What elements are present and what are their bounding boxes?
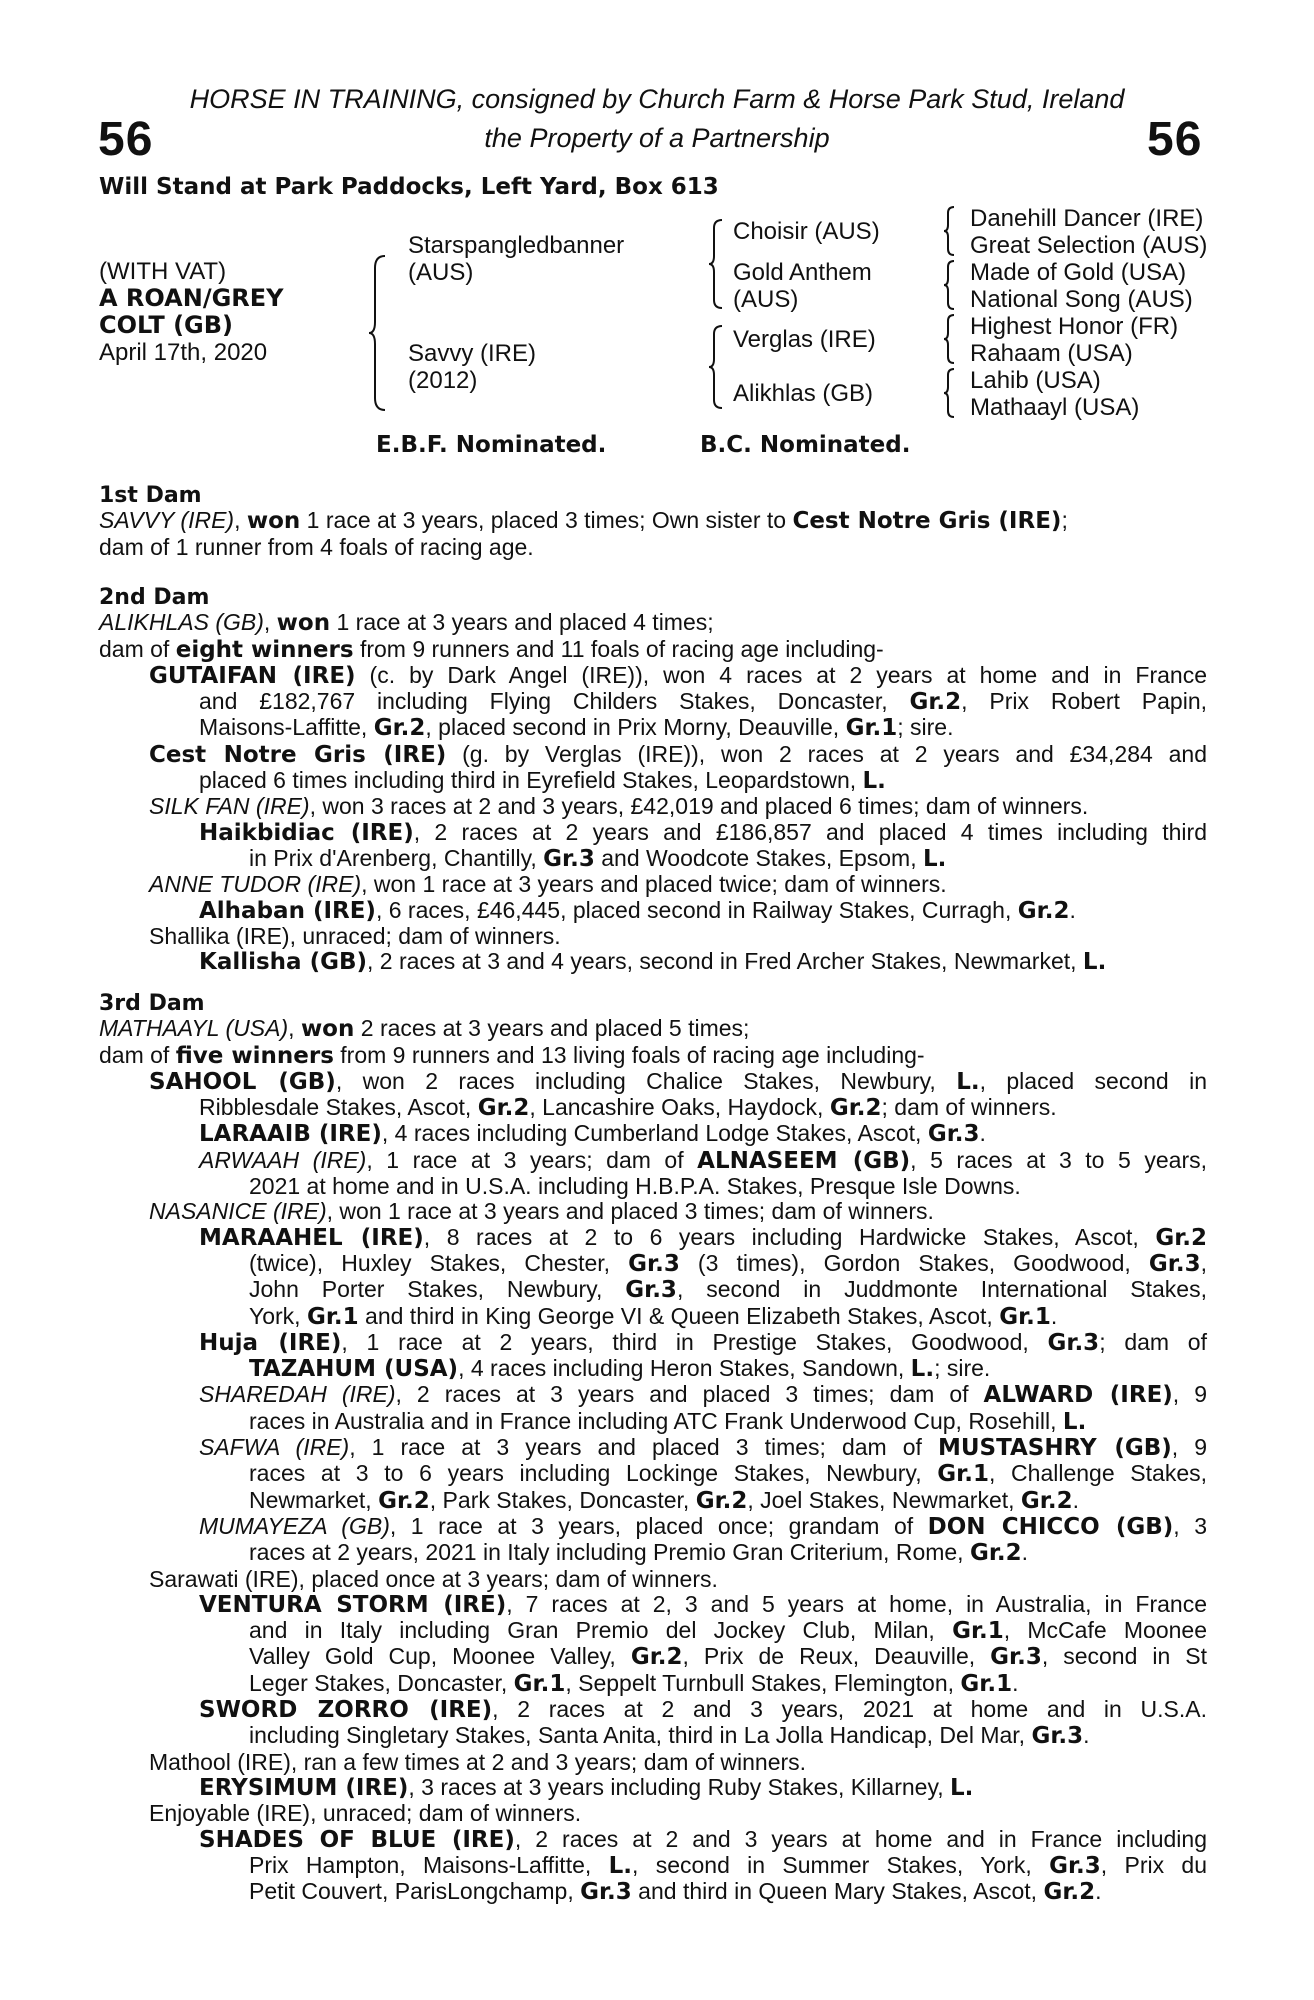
header-subtitle: the Property of a Partnership	[484, 123, 830, 153]
third-dam-line: Ribblesdale Stakes, Ascot, Gr.2, Lancashire Oaks, Haydock, Gr.2; dam of winners.	[199, 1094, 1057, 1122]
foaling-date: April 17th, 2020	[99, 339, 268, 366]
pedigree-brace-dam	[707, 324, 725, 410]
sire-dam-line2: (AUS)	[733, 286, 799, 313]
grandsire-7: Lahib (USA)	[970, 367, 1101, 394]
third-dam-line: SWORD ZORRO (IRE), 2 races at 2 and 3 years, 2021 at home and in U.S.A.	[199, 1696, 1207, 1724]
second-dam-line: GUTAIFAN (IRE) (c. by Dark Angel (IRE)), won 4 races at 2 years at home and in France	[149, 661, 1207, 689]
header-title: HORSE IN TRAINING, consigned by Church Farm & Horse Park Stud, Ireland	[189, 84, 1125, 114]
third-dam-line: MUMAYEZA (GB), 1 race at 3 years, placed once; grandam of DON CHICCO (GB), 3	[199, 1512, 1207, 1540]
second-dam-heading: 2nd Dam	[99, 585, 210, 610]
bc-nominated: B.C. Nominated.	[700, 432, 911, 458]
third-dam-line: VENTURA STORM (IRE), 7 races at 2, 3 and 5 years at home, in Australia, in France	[199, 1590, 1207, 1618]
ebf-nominated: E.B.F. Nominated.	[376, 432, 607, 458]
grandsire-2: Great Selection (AUS)	[970, 232, 1208, 259]
second-dam-line: Shallika (IRE), unraced; dam of winners.	[149, 922, 561, 949]
third-dam-line: races at 3 to 6 years including Lockinge Stakes, Newbury, Gr.1, Challenge Stakes,	[249, 1460, 1208, 1488]
third-dam-line: Valley Gold Cup, Moonee Valley, Gr.2, Prix de Reux, Deauville, Gr.3, second in St	[249, 1643, 1207, 1671]
third-dam-line: Newmarket, Gr.2, Park Stakes, Doncaster, Gr.2, Joel Stakes, Newmarket, Gr.2.	[249, 1486, 1079, 1514]
third-dam-line: Leger Stakes, Doncaster, Gr.1, Seppelt Turnbull Stakes, Flemington, Gr.1.	[249, 1669, 1019, 1697]
sire-name-line2: (AUS)	[408, 259, 474, 286]
second-dam-line: Cest Notre Gris (IRE) (g. by Verglas (IRE)), won 2 races at 2 years and £34,284 and	[149, 740, 1207, 768]
third-dam-line: races at 2 years, 2021 in Italy including Premio Gran Criterium, Rome, Gr.2.	[249, 1539, 1029, 1567]
pedigree-brace-g2	[942, 259, 956, 311]
third-dam-line: York, Gr.1 and third in King George VI & Queen Elizabeth Stakes, Ascot, Gr.1.	[249, 1302, 1058, 1330]
grandsire-6: Rahaam (USA)	[970, 340, 1133, 367]
third-dam-line: Huja (IRE), 1 race at 2 years, third in Prestige Stakes, Goodwood, Gr.3; dam of	[199, 1328, 1207, 1356]
grandsire-8: Mathaayl (USA)	[970, 394, 1140, 421]
dam-name-line1: Savvy (IRE)	[408, 340, 537, 367]
sire-name-line1: Starspangledbanner	[408, 232, 625, 259]
second-dam-line: placed 6 times including third in Eyrefield Stakes, Leopardstown, L.	[199, 767, 886, 795]
third-dam-line: Enjoyable (IRE), unraced; dam of winners.	[149, 1800, 582, 1827]
grandsire-5: Highest Honor (FR)	[970, 313, 1179, 340]
lot-number-right: 56	[1147, 113, 1203, 166]
third-dam-line: and in Italy including Gran Premio del Jockey Club, Milan, Gr.1, McCafe Moonee	[249, 1617, 1208, 1645]
dam-sire: Verglas (IRE)	[733, 326, 876, 353]
vat-note: (WITH VAT)	[99, 258, 227, 285]
third-dam-line: dam of five winners from 9 runners and 13 living foals of racing age including-	[99, 1041, 925, 1069]
grandsire-1: Danehill Dancer (IRE)	[970, 205, 1204, 232]
second-dam-section	[99, 585, 1207, 975]
pedigree-brace-sire	[707, 218, 725, 310]
dam-name-line2: (2012)	[408, 367, 478, 394]
third-dam-line: SAHOOL (GB), won 2 races including Chalice Stakes, Newbury, L., placed second in	[149, 1067, 1207, 1095]
lot-number-left: 56	[98, 113, 154, 166]
third-dam-line: 2021 at home and in U.S.A. including H.B.P.A. Stakes, Presque Isle Downs.	[249, 1173, 1021, 1200]
third-dam-line: Petit Couvert, ParisLongchamp, Gr.3 and third in Queen Mary Stakes, Ascot, Gr.2.	[249, 1878, 1102, 1906]
pedigree-brace-g3	[942, 313, 956, 365]
second-dam-line: SILK FAN (IRE), won 3 races at 2 and 3 years, £42,019 and placed 6 times; dam of winners.	[149, 793, 1089, 820]
third-dam-heading: 3rd Dam	[99, 991, 205, 1016]
sire-sire: Choisir (AUS)	[733, 218, 880, 245]
second-dam-line: ALIKHLAS (GB), won 1 race at 3 years and placed 4 times;	[99, 609, 714, 637]
horse-description-line1: A ROAN/GREY	[99, 284, 284, 312]
pedigree-brace-g4	[942, 367, 956, 419]
second-dam-line: Haikbidiac (IRE), 2 races at 2 years and £186,857 and placed 4 times including third	[199, 818, 1207, 846]
third-dam-line: Prix Hampton, Maisons-Laffitte, L., second in Summer Stakes, York, Gr.3, Prix du	[249, 1851, 1207, 1879]
first-dam-heading: 1st Dam	[99, 483, 202, 508]
third-dam-line: TAZAHUM (USA), 4 races including Heron Stakes, Sandown, L.; sire.	[249, 1355, 991, 1383]
horse-description-line2: COLT (GB)	[99, 311, 233, 339]
third-dam-line: SAFWA (IRE), 1 race at 3 years and placed 3 times; dam of MUSTASHRY (GB), 9	[199, 1434, 1207, 1462]
third-dam-line: Sarawati (IRE), placed once at 3 years; dam of winners.	[149, 1565, 718, 1592]
pedigree-brace-g1	[942, 205, 956, 257]
first-dam-line: dam of 1 runner from 4 foals of racing age.	[99, 533, 534, 560]
third-dam-line: including Singletary Stakes, Santa Anita, third in La Jolla Handicap, Del Mar, Gr.3.	[249, 1722, 1090, 1750]
third-dam-line: MATHAAYL (USA), won 2 races at 3 years and placed 5 times;	[99, 1015, 750, 1043]
third-dam-line: SHAREDAH (IRE), 2 races at 3 years and placed 3 times; dam of ALWARD (IRE), 9	[199, 1381, 1207, 1409]
third-dam-line: John Porter Stakes, Newbury, Gr.3, second in Juddmonte International Stakes,	[249, 1276, 1207, 1304]
first-dam-line: SAVVY (IRE), won 1 race at 3 years, placed 3 times; Own sister to Cest Notre Gris (IRE);	[99, 507, 1068, 535]
stand-location: Will Stand at Park Paddocks, Left Yard, Box 613	[99, 174, 719, 200]
third-dam-line: NASANICE (IRE), won 1 race at 3 years and placed 3 times; dam of winners.	[149, 1198, 934, 1225]
third-dam-line: LARAAIB (IRE), 4 races including Cumberland Lodge Stakes, Ascot, Gr.3.	[199, 1120, 986, 1148]
second-dam-line: ANNE TUDOR (IRE), won 1 race at 3 years and placed twice; dam of winners.	[149, 871, 947, 898]
first-dam-section	[99, 483, 1207, 560]
dam-dam: Alikhlas (GB)	[733, 380, 874, 407]
third-dam-line: SHADES OF BLUE (IRE), 2 races at 2 and 3 years at home and in France including	[199, 1825, 1207, 1853]
third-dam-line: ERYSIMUM (IRE), 3 races at 3 years including Ruby Stakes, Killarney, L.	[199, 1773, 974, 1801]
second-dam-line: Maisons-Laffitte, Gr.2, placed second in Prix Morny, Deauville, Gr.1; sire.	[199, 714, 954, 742]
third-dam-section	[99, 991, 1207, 1905]
grandsire-3: Made of Gold (USA)	[970, 259, 1187, 286]
second-dam-line: in Prix d'Arenberg, Chantilly, Gr.3 and Woodcote Stakes, Epsom, L.	[249, 844, 947, 872]
third-dam-line: MARAAHEL (IRE), 8 races at 2 to 6 years including Hardwicke Stakes, Ascot, Gr.2	[199, 1223, 1207, 1251]
pedigree-brace-main	[367, 254, 389, 412]
second-dam-line: and £182,767 including Flying Childers Stakes, Doncaster, Gr.2, Prix Robert Papin,	[199, 688, 1207, 716]
third-dam-line: ARWAAH (IRE), 1 race at 3 years; dam of ALNASEEM (GB), 5 races at 3 to 5 years,	[199, 1146, 1207, 1174]
sire-dam-line1: Gold Anthem	[733, 259, 872, 286]
third-dam-line: races in Australia and in France including ATC Frank Underwood Cup, Rosehill, L.	[249, 1407, 1087, 1435]
second-dam-line: Kallisha (GB), 2 races at 3 and 4 years, second in Fred Archer Stakes, Newmarket, L.	[199, 948, 1107, 976]
second-dam-line: dam of eight winners from 9 runners and 11 foals of racing age including-	[99, 635, 884, 663]
second-dam-line: Alhaban (IRE), 6 races, £46,445, placed second in Railway Stakes, Curragh, Gr.2.	[199, 896, 1076, 924]
grandsire-4: National Song (AUS)	[970, 286, 1193, 313]
third-dam-line: (twice), Huxley Stakes, Chester, Gr.3 (3 times), Gordon Stakes, Goodwood, Gr.3,	[249, 1249, 1207, 1277]
third-dam-line: Mathool (IRE), ran a few times at 2 and 3 years; dam of winners.	[149, 1748, 807, 1775]
